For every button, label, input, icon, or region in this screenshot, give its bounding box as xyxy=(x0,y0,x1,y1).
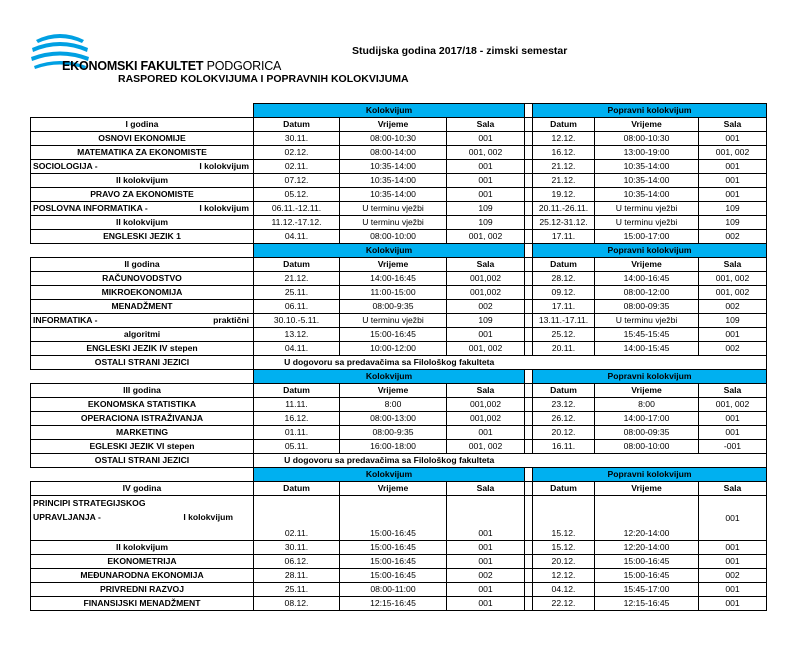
datum-cell: 28.12. xyxy=(533,272,595,286)
subject-cell: SOCIOLOGIJA - I kolokvijum xyxy=(31,160,254,174)
sala-cell: 002 xyxy=(447,300,525,314)
column-header-row xyxy=(31,482,767,496)
sala-cell: 001,002 xyxy=(447,272,525,286)
vrijeme-cell: 08:00-11:00 xyxy=(340,583,447,597)
datum-cell: 26.12. xyxy=(533,412,595,426)
datum-cell: 30.11. xyxy=(254,132,340,146)
table-row xyxy=(31,398,767,412)
vrijeme-cell: 08:00-12:00 xyxy=(595,286,699,300)
datum-cell: 16.11. xyxy=(533,440,595,454)
datum-cell: 06.12. xyxy=(254,555,340,569)
section-header-row xyxy=(31,370,767,384)
spacer-cell xyxy=(525,132,533,146)
sala-cell: 001 xyxy=(447,426,525,440)
datum-cell: 07.12. xyxy=(254,174,340,188)
popravni-header: Popravni kolokvijum xyxy=(533,370,767,384)
subject-cell: algoritmi xyxy=(31,328,254,342)
blank-cell xyxy=(533,454,767,468)
vrijeme-cell: U terminu vježbi xyxy=(340,314,447,328)
table-row xyxy=(31,496,767,541)
blank-cell xyxy=(31,370,254,384)
spacer-cell xyxy=(525,356,533,370)
table-row xyxy=(31,569,767,583)
note-row xyxy=(31,454,767,468)
vrijeme-cell: 12:20-14:00 xyxy=(595,541,699,555)
vrijeme-cell: 15:00-16:45 xyxy=(340,496,447,541)
subject-cell: OPERACIONA ISTRAŽIVANJA xyxy=(31,412,254,426)
sala-cell: 001, 002 xyxy=(699,272,767,286)
sala-cell: 001 xyxy=(699,132,767,146)
col-vrijeme: Vrijeme xyxy=(340,118,447,132)
subject-cell: OSNOVI EKONOMIJE xyxy=(31,132,254,146)
vrijeme-cell: 10:35-14:00 xyxy=(595,174,699,188)
datum-cell: 06.11. xyxy=(254,300,340,314)
spacer-cell xyxy=(525,188,533,202)
spacer-cell xyxy=(525,160,533,174)
blank-cell xyxy=(31,244,254,258)
sala-cell: 002 xyxy=(699,569,767,583)
col-datum: Datum xyxy=(254,384,340,398)
datum-cell: 21.12. xyxy=(533,174,595,188)
vrijeme-cell: 15:00-16:45 xyxy=(595,569,699,583)
kolokvijum-header: Kolokvijum xyxy=(254,370,525,384)
datum-cell: 30.10.-5.11. xyxy=(254,314,340,328)
sala-cell: 001 xyxy=(699,583,767,597)
vrijeme-cell: 08:00-13:00 xyxy=(340,412,447,426)
table-row xyxy=(31,216,767,230)
sala-cell: 109 xyxy=(699,202,767,216)
subject-cell: INFORMATIKA - praktični xyxy=(31,314,254,328)
sala-cell: 001 xyxy=(699,541,767,555)
sala-cell: 002 xyxy=(699,342,767,356)
vrijeme-cell: 15:00-16:45 xyxy=(340,541,447,555)
schedule-table xyxy=(30,103,767,611)
datum-cell: 13.12. xyxy=(254,328,340,342)
table-row xyxy=(31,132,767,146)
table-row xyxy=(31,286,767,300)
vrijeme-cell: 8:00 xyxy=(595,398,699,412)
datum-cell: 20.11.-26.11. xyxy=(533,202,595,216)
sala-cell: 001,002 xyxy=(447,412,525,426)
vrijeme-cell: 12:15-16:45 xyxy=(595,597,699,611)
spacer-cell xyxy=(525,555,533,569)
datum-cell: 05.11. xyxy=(254,440,340,454)
vrijeme-cell: 08:00-09:35 xyxy=(595,300,699,314)
datum-cell: 25.11. xyxy=(254,583,340,597)
faculty-name: EKONOMSKI FAKULTET PODGORICA xyxy=(62,59,282,73)
kolokvijum-header: Kolokvijum xyxy=(254,104,525,118)
col-sala: Sala xyxy=(447,258,525,272)
spacer-cell xyxy=(525,146,533,160)
sala-cell: 001 xyxy=(699,496,767,541)
subject-cell: MEĐUNARODNA EKONOMIJA xyxy=(31,569,254,583)
spacer-cell xyxy=(525,454,533,468)
note-cell: U dogovoru sa predavačima sa Filološkog fakulteta xyxy=(254,356,525,370)
spacer-cell xyxy=(525,569,533,583)
vrijeme-cell: 14:00-15:45 xyxy=(595,342,699,356)
vrijeme-cell: 08:00-9:35 xyxy=(340,426,447,440)
sala-cell: 002 xyxy=(447,569,525,583)
datum-cell: 04.11. xyxy=(254,230,340,244)
sala-cell: 001 xyxy=(447,496,525,541)
col-sala: Sala xyxy=(447,118,525,132)
year-title: II godina xyxy=(31,258,254,272)
col-datum: Datum xyxy=(533,258,595,272)
sala-cell: -001 xyxy=(699,440,767,454)
section-header-row xyxy=(31,468,767,482)
sala-cell: 001 xyxy=(699,160,767,174)
sala-cell: 001 xyxy=(447,597,525,611)
col-datum: Datum xyxy=(533,118,595,132)
vrijeme-cell: 08:00-10:30 xyxy=(595,132,699,146)
subject-cell: ENGLESKI JEZIK IV stepen xyxy=(31,342,254,356)
year-title: III godina xyxy=(31,384,254,398)
table-row xyxy=(31,583,767,597)
sala-cell: 001 xyxy=(699,188,767,202)
spacer-cell xyxy=(525,541,533,555)
col-sala: Sala xyxy=(447,482,525,496)
col-vrijeme: Vrijeme xyxy=(340,258,447,272)
vrijeme-cell: U terminu vježbi xyxy=(595,314,699,328)
sala-cell: 001 xyxy=(447,174,525,188)
year-title: IV godina xyxy=(31,482,254,496)
sala-cell: 001 xyxy=(447,583,525,597)
sala-cell: 001, 002 xyxy=(699,146,767,160)
column-header-row xyxy=(31,384,767,398)
vrijeme-cell: 15:00-17:00 xyxy=(595,230,699,244)
column-header-row xyxy=(31,258,767,272)
subject-cell: EKONOMSKA STATISTIKA xyxy=(31,398,254,412)
vrijeme-cell: 12:15-16:45 xyxy=(340,597,447,611)
academic-year: Studijska godina 2017/18 - zimski semestar xyxy=(352,45,568,57)
spacer-cell xyxy=(525,258,533,272)
datum-cell: 11.11. xyxy=(254,398,340,412)
vrijeme-cell: 08:00-10:00 xyxy=(595,440,699,454)
datum-cell: 01.11. xyxy=(254,426,340,440)
col-datum: Datum xyxy=(254,482,340,496)
vrijeme-cell: 15:00-16:45 xyxy=(340,569,447,583)
table-row xyxy=(31,314,767,328)
datum-cell: 20.11. xyxy=(533,342,595,356)
subject-cell: II kolokvijum xyxy=(31,174,254,188)
subject-cell: FINANSIJSKI MENADŽMENT xyxy=(31,597,254,611)
table-row xyxy=(31,188,767,202)
datum-cell: 16.12. xyxy=(533,146,595,160)
spacer-cell xyxy=(525,412,533,426)
table-row xyxy=(31,541,767,555)
col-vrijeme: Vrijeme xyxy=(340,482,447,496)
sala-cell: 109 xyxy=(447,314,525,328)
kolokvijum-header: Kolokvijum xyxy=(254,244,525,258)
vrijeme-cell: 10:35-14:00 xyxy=(595,188,699,202)
subject-cell: RAČUNOVODSTVO xyxy=(31,272,254,286)
sala-cell: 001 xyxy=(447,160,525,174)
datum-cell: 08.12. xyxy=(254,597,340,611)
note-cell: U dogovoru sa predavačima sa Filološkog fakulteta xyxy=(254,454,525,468)
subject-cell: OSTALI STRANI JEZICI xyxy=(31,356,254,370)
vrijeme-cell: 12:20-14:00 xyxy=(595,496,699,541)
sala-cell: 001,002 xyxy=(447,398,525,412)
col-datum: Datum xyxy=(254,118,340,132)
popravni-header: Popravni kolokvijum xyxy=(533,244,767,258)
table-row xyxy=(31,597,767,611)
table-row xyxy=(31,202,767,216)
vrijeme-cell: 15:45-15:45 xyxy=(595,328,699,342)
subject-cell: PRIVREDNI RAZVOJ xyxy=(31,583,254,597)
sala-cell: 002 xyxy=(699,300,767,314)
subject-cell: MARKETING xyxy=(31,426,254,440)
popravni-header: Popravni kolokvijum xyxy=(533,104,767,118)
vrijeme-cell: U terminu vježbi xyxy=(595,216,699,230)
sala-cell: 001, 002 xyxy=(447,230,525,244)
kolokvijum-header: Kolokvijum xyxy=(254,468,525,482)
spacer-cell xyxy=(525,426,533,440)
table-row xyxy=(31,300,767,314)
sala-cell: 001, 002 xyxy=(447,146,525,160)
spacer-cell xyxy=(525,118,533,132)
subject-cell: MIKROEKONOMIJA xyxy=(31,286,254,300)
sala-cell: 001 xyxy=(447,132,525,146)
vrijeme-cell: 14:00-17:00 xyxy=(595,412,699,426)
sala-cell: 109 xyxy=(447,216,525,230)
spacer-cell xyxy=(525,328,533,342)
subject-cell: EGLESKI JEZIK VI stepen xyxy=(31,440,254,454)
datum-cell: 25.12. xyxy=(533,328,595,342)
spacer-cell xyxy=(525,174,533,188)
blank-cell xyxy=(31,468,254,482)
datum-cell: 02.11. xyxy=(254,160,340,174)
sala-cell: 001 xyxy=(447,328,525,342)
sala-cell: 001 xyxy=(699,328,767,342)
col-sala: Sala xyxy=(699,258,767,272)
datum-cell: 17.11. xyxy=(533,300,595,314)
col-datum: Datum xyxy=(254,258,340,272)
table-row xyxy=(31,426,767,440)
vrijeme-cell: 16:00-18:00 xyxy=(340,440,447,454)
datum-cell: 20.12. xyxy=(533,555,595,569)
table-row xyxy=(31,412,767,426)
spacer-cell xyxy=(525,342,533,356)
datum-cell: 09.12. xyxy=(533,286,595,300)
datum-cell: 22.12. xyxy=(533,597,595,611)
datum-cell: 21.12. xyxy=(533,160,595,174)
vrijeme-cell: 10:35-14:00 xyxy=(340,174,447,188)
vrijeme-cell: 08:00-09:35 xyxy=(595,426,699,440)
datum-cell: 25.11. xyxy=(254,286,340,300)
sala-cell: 001 xyxy=(699,412,767,426)
spacer-cell xyxy=(525,244,533,258)
subject-cell: MATEMATIKA ZA EKONOMISTE xyxy=(31,146,254,160)
datum-cell: 15.12. xyxy=(533,496,595,541)
spacer-cell xyxy=(525,216,533,230)
section-header-row xyxy=(31,104,767,118)
vrijeme-cell: 15:00-16:45 xyxy=(340,555,447,569)
vrijeme-cell: U terminu vježbi xyxy=(595,202,699,216)
vrijeme-cell: 13:00-19:00 xyxy=(595,146,699,160)
vrijeme-cell: 08:00-10:30 xyxy=(340,132,447,146)
vrijeme-cell: 08:00-9:35 xyxy=(340,300,447,314)
subject-cell: PRAVO ZA EKONOMISTE xyxy=(31,188,254,202)
subject-cell: ENGLESKI JEZIK 1 xyxy=(31,230,254,244)
subject-cell: PRINCIPI STRATEGIJSKOG UPRAVLJANJA - I kolokvijum xyxy=(31,496,254,541)
column-header-row xyxy=(31,118,767,132)
datum-cell: 13.11.-17.11. xyxy=(533,314,595,328)
spacer-cell xyxy=(525,286,533,300)
vrijeme-cell: 08:00-10:00 xyxy=(340,230,447,244)
sala-cell: 109 xyxy=(699,314,767,328)
table-row xyxy=(31,328,767,342)
datum-cell: 12.12. xyxy=(533,569,595,583)
subject-cell: MENADŽMENT xyxy=(31,300,254,314)
vrijeme-cell: 15:00-16:45 xyxy=(595,555,699,569)
col-sala: Sala xyxy=(699,482,767,496)
datum-cell: 12.12. xyxy=(533,132,595,146)
col-sala: Sala xyxy=(447,384,525,398)
subject-cell: II kolokvijum xyxy=(31,541,254,555)
spacer-cell xyxy=(525,440,533,454)
col-vrijeme: Vrijeme xyxy=(595,118,699,132)
blank-cell xyxy=(533,356,767,370)
col-datum: Datum xyxy=(533,384,595,398)
datum-cell: 25.12-31.12. xyxy=(533,216,595,230)
spacer-cell xyxy=(525,314,533,328)
datum-cell: 15.12. xyxy=(533,541,595,555)
col-vrijeme: Vrijeme xyxy=(595,384,699,398)
datum-cell: 04.11. xyxy=(254,342,340,356)
table-row xyxy=(31,555,767,569)
vrijeme-cell: 14:00-16:45 xyxy=(340,272,447,286)
table-row xyxy=(31,160,767,174)
spacer-cell xyxy=(525,370,533,384)
datum-cell: 16.12. xyxy=(254,412,340,426)
datum-cell: 02.11. xyxy=(254,496,340,541)
col-vrijeme: Vrijeme xyxy=(340,384,447,398)
vrijeme-cell: 15:45-17:00 xyxy=(595,583,699,597)
vrijeme-cell: 14:00-16:45 xyxy=(595,272,699,286)
sala-cell: 002 xyxy=(699,230,767,244)
table-row xyxy=(31,272,767,286)
year-title: I godina xyxy=(31,118,254,132)
sala-cell: 001 xyxy=(447,541,525,555)
document-title: RASPORED KOLOKVIJUMA I POPRAVNIH KOLOKVIJUMA xyxy=(118,73,409,85)
col-vrijeme: Vrijeme xyxy=(595,258,699,272)
sala-cell: 001 xyxy=(447,188,525,202)
datum-cell: 02.12. xyxy=(254,146,340,160)
table-row xyxy=(31,440,767,454)
datum-cell: 20.12. xyxy=(533,426,595,440)
datum-cell: 11.12.-17.12. xyxy=(254,216,340,230)
sala-cell: 001 xyxy=(699,174,767,188)
spacer-cell xyxy=(525,398,533,412)
blank-cell xyxy=(31,104,254,118)
sala-cell: 001, 002 xyxy=(699,286,767,300)
spacer-cell xyxy=(525,202,533,216)
subject-cell: OSTALI STRANI JEZICI xyxy=(31,454,254,468)
section-header-row xyxy=(31,244,767,258)
sala-cell: 001,002 xyxy=(447,286,525,300)
spacer-cell xyxy=(525,230,533,244)
spacer-cell xyxy=(525,104,533,118)
table-row xyxy=(31,230,767,244)
vrijeme-cell: 10:35-14:00 xyxy=(340,160,447,174)
spacer-cell xyxy=(525,272,533,286)
table-row xyxy=(31,342,767,356)
sala-cell: 001 xyxy=(699,426,767,440)
col-vrijeme: Vrijeme xyxy=(595,482,699,496)
sala-cell: 001, 002 xyxy=(699,398,767,412)
vrijeme-cell: 10:35-14:00 xyxy=(595,160,699,174)
sala-cell: 001 xyxy=(699,555,767,569)
vrijeme-cell: 08:00-14:00 xyxy=(340,146,447,160)
spacer-cell xyxy=(525,384,533,398)
spacer-cell xyxy=(525,482,533,496)
vrijeme-cell: U terminu vježbi xyxy=(340,216,447,230)
subject-cell: POSLOVNA INFORMATIKA - I kolokvijum xyxy=(31,202,254,216)
note-row xyxy=(31,356,767,370)
table-row xyxy=(31,174,767,188)
col-datum: Datum xyxy=(533,482,595,496)
sala-cell: 001 xyxy=(447,555,525,569)
spacer-cell xyxy=(525,597,533,611)
datum-cell: 05.12. xyxy=(254,188,340,202)
datum-cell: 17.11. xyxy=(533,230,595,244)
sala-cell: 001 xyxy=(699,597,767,611)
table-row xyxy=(31,146,767,160)
spacer-cell xyxy=(525,583,533,597)
col-sala: Sala xyxy=(699,118,767,132)
spacer-cell xyxy=(525,468,533,482)
spacer-cell xyxy=(525,300,533,314)
datum-cell: 23.12. xyxy=(533,398,595,412)
subject-cell: EKONOMETRIJA xyxy=(31,555,254,569)
sala-cell: 109 xyxy=(699,216,767,230)
datum-cell: 06.11.-12.11. xyxy=(254,202,340,216)
datum-cell: 28.11. xyxy=(254,569,340,583)
datum-cell: 30.11. xyxy=(254,541,340,555)
datum-cell: 19.12. xyxy=(533,188,595,202)
sala-cell: 001, 002 xyxy=(447,440,525,454)
vrijeme-cell: U terminu vježbi xyxy=(340,202,447,216)
sala-cell: 109 xyxy=(447,202,525,216)
vrijeme-cell: 10:35-14:00 xyxy=(340,188,447,202)
sala-cell: 001, 002 xyxy=(447,342,525,356)
datum-cell: 21.12. xyxy=(254,272,340,286)
subject-cell: II kolokvijum xyxy=(31,216,254,230)
col-sala: Sala xyxy=(699,384,767,398)
datum-cell: 04.12. xyxy=(533,583,595,597)
vrijeme-cell: 15:00-16:45 xyxy=(340,328,447,342)
vrijeme-cell: 10:00-12:00 xyxy=(340,342,447,356)
vrijeme-cell: 8:00 xyxy=(340,398,447,412)
popravni-header: Popravni kolokvijum xyxy=(533,468,767,482)
spacer-cell xyxy=(525,496,533,541)
vrijeme-cell: 11:00-15:00 xyxy=(340,286,447,300)
